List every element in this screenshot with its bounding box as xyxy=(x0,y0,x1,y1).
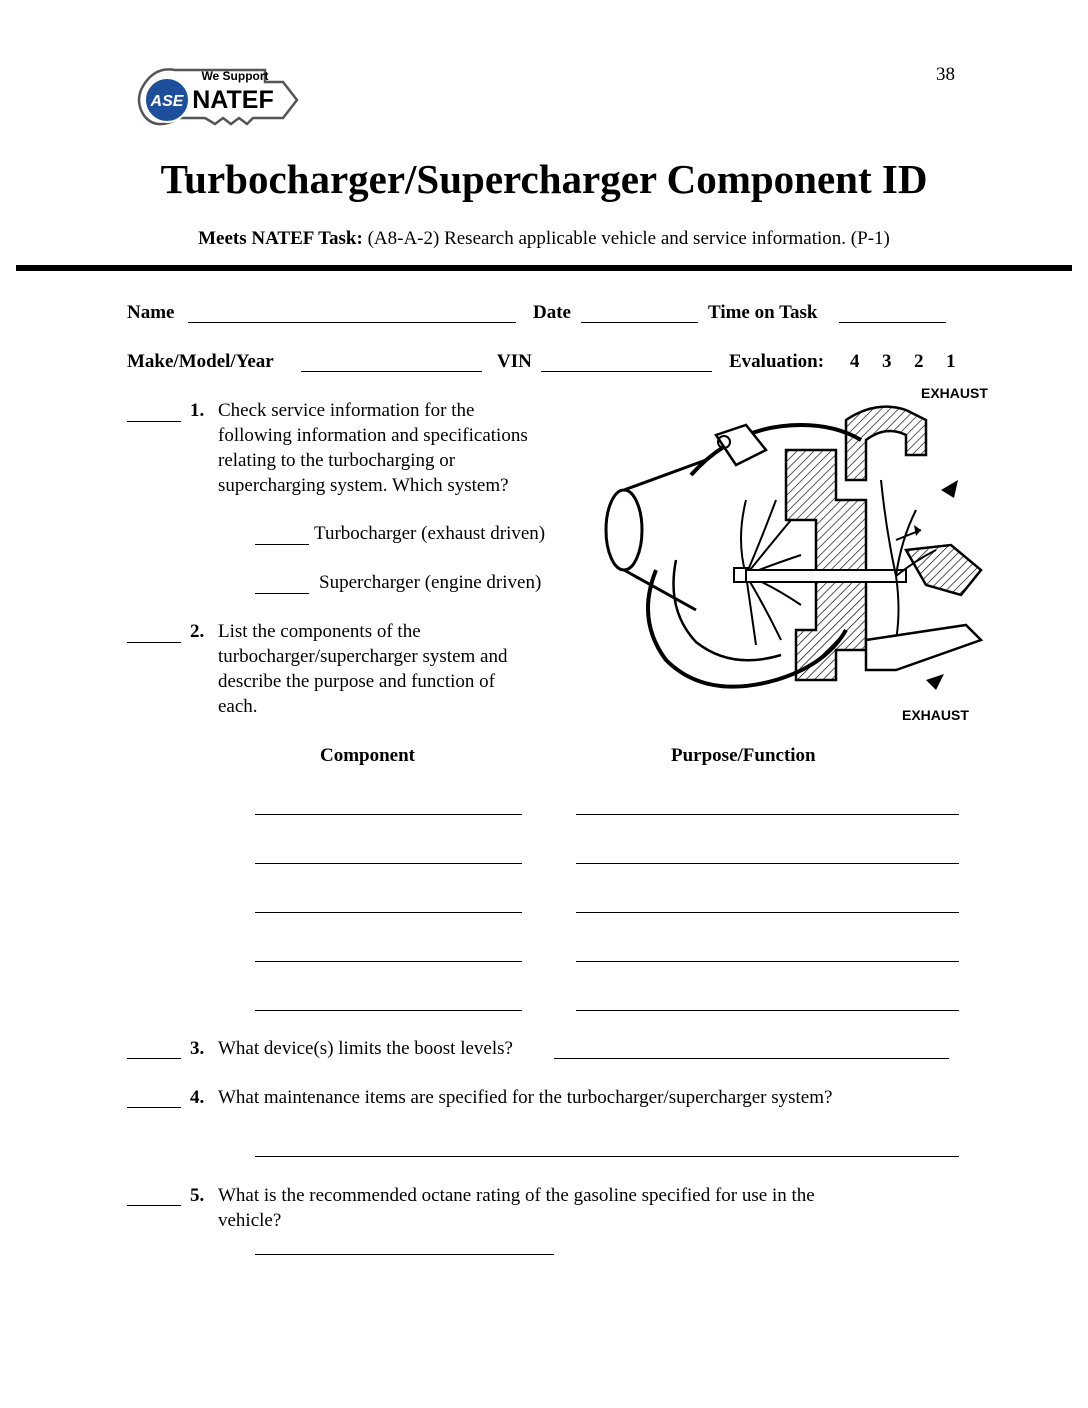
eval-score-3[interactable]: 3 xyxy=(882,351,892,372)
purpose-field-1[interactable] xyxy=(576,814,959,815)
purpose-field-3[interactable] xyxy=(576,912,959,913)
q1-check-blank[interactable] xyxy=(127,421,181,422)
q4-number: 4. xyxy=(190,1087,205,1108)
purpose-field-5[interactable] xyxy=(576,1010,959,1011)
name-field[interactable] xyxy=(188,322,516,323)
purpose-field-2[interactable] xyxy=(576,863,959,864)
page-number: 38 xyxy=(936,64,955,85)
q2-line-1: List the components of the xyxy=(218,621,421,642)
vin-label: VIN xyxy=(497,351,532,372)
component-field-4[interactable] xyxy=(255,961,522,962)
exhaust-arrow-bottom xyxy=(926,674,944,690)
turbocharger-diagram xyxy=(596,380,992,726)
q1-line-4: supercharging system. Which system? xyxy=(218,475,509,496)
turbocharger-blank[interactable] xyxy=(255,544,309,545)
make-model-year-field[interactable] xyxy=(301,371,482,372)
q3-number: 3. xyxy=(190,1038,205,1059)
evaluation-label: Evaluation: xyxy=(729,351,825,372)
exhaust-flange xyxy=(866,625,981,670)
date-field[interactable] xyxy=(581,322,698,323)
component-field-5[interactable] xyxy=(255,1010,522,1011)
q1-line-1: Check service information for the xyxy=(218,400,475,421)
q1-line-3: relating to the turbocharging or xyxy=(218,450,456,471)
logo-top-text: We Support xyxy=(201,69,269,83)
supercharger-option: Supercharger (engine driven) xyxy=(319,572,542,593)
component-field-1[interactable] xyxy=(255,814,522,815)
q4-check-blank[interactable] xyxy=(127,1107,181,1108)
component-header: Component xyxy=(320,745,416,766)
task-line xyxy=(0,228,1088,250)
component-field-2[interactable] xyxy=(255,863,522,864)
q4-answer-field[interactable] xyxy=(255,1156,959,1157)
q3-answer-field[interactable] xyxy=(554,1058,949,1059)
q5-answer-field[interactable] xyxy=(255,1254,554,1255)
q1-line-2: following information and specifications xyxy=(218,425,528,446)
task-text: (A8-A-2) Research applicable vehicle and service information. (P-1) xyxy=(362,228,890,249)
q2-line-3: describe the purpose and function of xyxy=(218,671,495,692)
q5-number: 5. xyxy=(190,1185,205,1206)
q5-check-blank[interactable] xyxy=(127,1205,181,1206)
q5-line-2: vehicle? xyxy=(218,1210,282,1231)
component-field-3[interactable] xyxy=(255,912,522,913)
q3-text: What device(s) limits the boost levels? xyxy=(218,1038,513,1059)
divider xyxy=(16,265,1072,271)
q2-number: 2. xyxy=(190,621,205,642)
time-on-task-field[interactable] xyxy=(839,322,946,323)
eval-score-1[interactable]: 1 xyxy=(946,351,956,372)
task-label: Meets NATEF Task: xyxy=(198,228,363,249)
page-title: Turbocharger/Supercharger Component ID xyxy=(160,156,928,202)
exhaust-arrow-top xyxy=(941,480,958,498)
vin-field[interactable] xyxy=(541,371,712,372)
q2-check-blank[interactable] xyxy=(127,642,181,643)
turbocharger-option: Turbocharger (exhaust driven) xyxy=(314,523,546,544)
date-label: Date xyxy=(533,302,571,323)
natef-logo xyxy=(135,62,300,140)
purpose-function-header: Purpose/Function xyxy=(671,745,816,766)
q2-line-4: each. xyxy=(218,696,258,717)
q3-check-blank[interactable] xyxy=(127,1058,181,1059)
ase-badge: ASE xyxy=(150,93,184,110)
exhaust-label-top: EXHAUST xyxy=(921,385,988,401)
turbine-shaft xyxy=(746,570,906,582)
q4-text: What maintenance items are specified for the turbocharger/supercharger system? xyxy=(218,1087,833,1108)
purpose-field-4[interactable] xyxy=(576,961,959,962)
eval-score-4[interactable]: 4 xyxy=(850,351,860,372)
logo-brand: NATEF xyxy=(192,86,274,114)
eval-score-2[interactable]: 2 xyxy=(914,351,924,372)
make-model-year-label: Make/Model/Year xyxy=(127,351,274,372)
exhaust-label-bottom: EXHAUST xyxy=(902,707,969,723)
bearing-housing xyxy=(786,450,866,680)
time-on-task-label: Time on Task xyxy=(708,302,818,323)
name-label: Name xyxy=(127,302,175,323)
q2-line-2: turbocharger/supercharger system and xyxy=(218,646,508,667)
compressor-inlet xyxy=(606,490,642,570)
q1-number: 1. xyxy=(190,400,205,421)
turbine-housing xyxy=(846,407,926,480)
supercharger-blank[interactable] xyxy=(255,593,309,594)
q5-line-1: What is the recommended octane rating of the gasoline specified for use in the xyxy=(218,1185,815,1206)
